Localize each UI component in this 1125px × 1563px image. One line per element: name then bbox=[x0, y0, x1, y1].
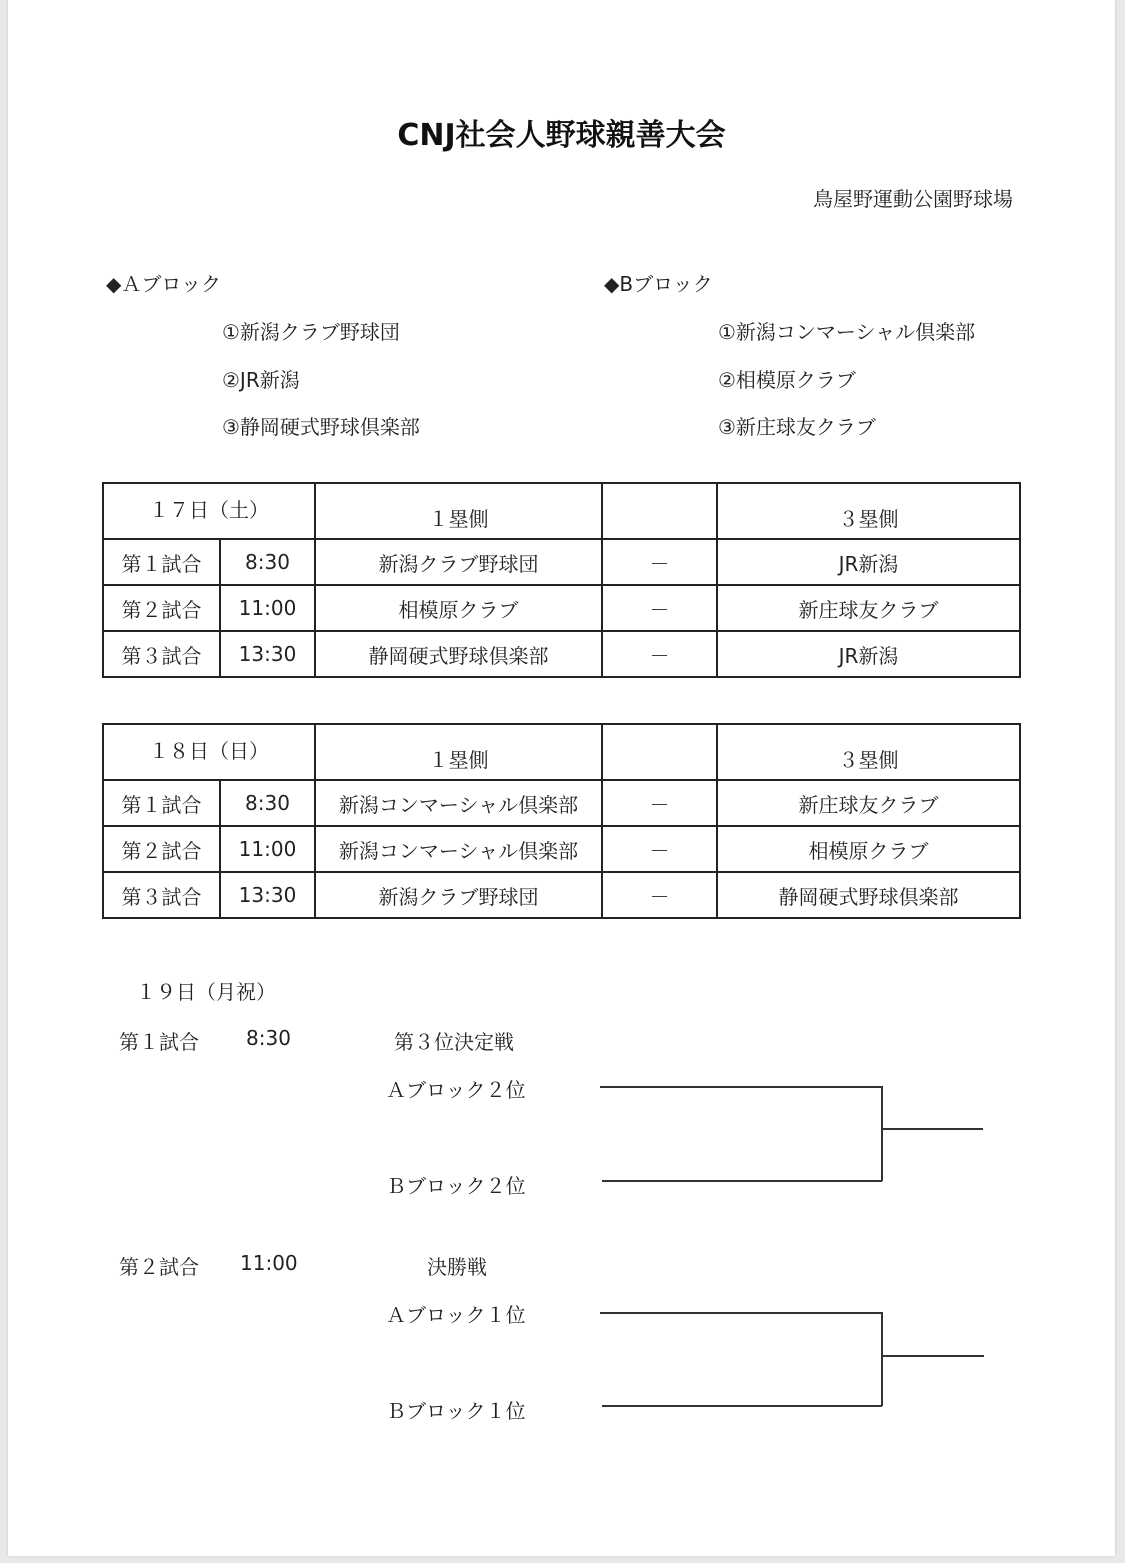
table-row bbox=[103, 631, 1020, 677]
match2-time: 11:00 bbox=[240, 1251, 298, 1275]
table-row bbox=[103, 872, 1020, 918]
first-base-team: 新潟クラブ野球団 bbox=[315, 539, 602, 585]
first-base-team: 新潟クラブ野球団 bbox=[315, 872, 602, 918]
match2-bottom-seed: Ｂブロック１位 bbox=[386, 1399, 526, 1423]
game-number: 第３試合 bbox=[103, 872, 220, 918]
versus-dash: － bbox=[602, 780, 717, 826]
block-b-heading: ◆Bブロック bbox=[604, 272, 713, 296]
third-base-team: 静岡硬式野球倶楽部 bbox=[717, 872, 1020, 918]
third-base-header: ３塁側 bbox=[717, 724, 1020, 780]
day-label: １８日（日） bbox=[103, 724, 315, 780]
block-b-team-2: ②相模原クラブ bbox=[718, 368, 856, 392]
schedule-table-day18 bbox=[102, 723, 1021, 919]
first-base-team: 新潟コンマーシャル倶楽部 bbox=[315, 780, 602, 826]
block-a-heading: ◆Ａブロック bbox=[106, 272, 221, 296]
game-time: 8:30 bbox=[220, 780, 315, 826]
third-base-team: 新庄球友クラブ bbox=[717, 780, 1020, 826]
game-time: 13:30 bbox=[220, 631, 315, 677]
game-number: 第１試合 bbox=[103, 780, 220, 826]
match1-time: 8:30 bbox=[246, 1026, 291, 1050]
match2-top-seed: Ａブロック１位 bbox=[386, 1303, 526, 1327]
block-b-team-1: ①新潟コンマーシャル倶楽部 bbox=[718, 320, 976, 344]
first-base-team: 相模原クラブ bbox=[315, 585, 602, 631]
first-base-header: １塁側 bbox=[315, 483, 602, 539]
match1-number: 第１試合 bbox=[119, 1030, 199, 1054]
bracket-line bbox=[602, 1405, 882, 1407]
day19-label: １９日（月祝） bbox=[136, 980, 276, 1004]
bracket-line bbox=[881, 1128, 983, 1130]
block-a-team-1: ①新潟クラブ野球団 bbox=[222, 320, 400, 344]
first-base-team: 静岡硬式野球倶楽部 bbox=[315, 631, 602, 677]
match2-name: 決勝戦 bbox=[427, 1255, 487, 1279]
third-base-team: 相模原クラブ bbox=[717, 826, 1020, 872]
block-a-team-3: ③静岡硬式野球倶楽部 bbox=[222, 415, 420, 439]
day-label: １７日（土） bbox=[103, 483, 315, 539]
third-base-team: JR新潟 bbox=[717, 631, 1020, 677]
table-row bbox=[103, 585, 1020, 631]
versus-dash: － bbox=[602, 539, 717, 585]
game-number: 第２試合 bbox=[103, 585, 220, 631]
game-number: 第３試合 bbox=[103, 631, 220, 677]
third-base-team: JR新潟 bbox=[717, 539, 1020, 585]
table-header-row bbox=[103, 483, 1020, 539]
document-title: CNJ社会人野球親善大会 bbox=[397, 118, 726, 153]
game-number: 第１試合 bbox=[103, 539, 220, 585]
match1-top-seed: Ａブロック２位 bbox=[386, 1078, 526, 1102]
game-time: 11:00 bbox=[220, 826, 315, 872]
first-base-team: 新潟コンマーシャル倶楽部 bbox=[315, 826, 602, 872]
versus-dash: － bbox=[602, 872, 717, 918]
third-base-header: ３塁側 bbox=[717, 483, 1020, 539]
table-row bbox=[103, 780, 1020, 826]
schedule-table-day17 bbox=[102, 482, 1021, 678]
bracket-line bbox=[600, 1086, 882, 1088]
bracket-line bbox=[881, 1086, 883, 1181]
match1-bottom-seed: Ｂブロック２位 bbox=[386, 1174, 526, 1198]
table-header-row bbox=[103, 724, 1020, 780]
match2-number: 第２試合 bbox=[119, 1255, 199, 1279]
table-row bbox=[103, 826, 1020, 872]
block-a-team-2: ②JR新潟 bbox=[222, 368, 300, 392]
first-base-header: １塁側 bbox=[315, 724, 602, 780]
separator-header bbox=[602, 724, 717, 780]
bracket-line bbox=[881, 1355, 984, 1357]
venue-label: 鳥屋野運動公園野球場 bbox=[813, 187, 1013, 211]
bracket-line bbox=[602, 1180, 882, 1182]
game-time: 13:30 bbox=[220, 872, 315, 918]
versus-dash: － bbox=[602, 585, 717, 631]
third-base-team: 新庄球友クラブ bbox=[717, 585, 1020, 631]
versus-dash: － bbox=[602, 826, 717, 872]
game-number: 第２試合 bbox=[103, 826, 220, 872]
match1-name: 第３位決定戦 bbox=[394, 1030, 514, 1054]
game-time: 8:30 bbox=[220, 539, 315, 585]
block-b-team-3: ③新庄球友クラブ bbox=[718, 415, 876, 439]
versus-dash: － bbox=[602, 631, 717, 677]
separator-header bbox=[602, 483, 717, 539]
bracket-line bbox=[881, 1312, 883, 1406]
game-time: 11:00 bbox=[220, 585, 315, 631]
bracket-line bbox=[600, 1312, 882, 1314]
table-row bbox=[103, 539, 1020, 585]
